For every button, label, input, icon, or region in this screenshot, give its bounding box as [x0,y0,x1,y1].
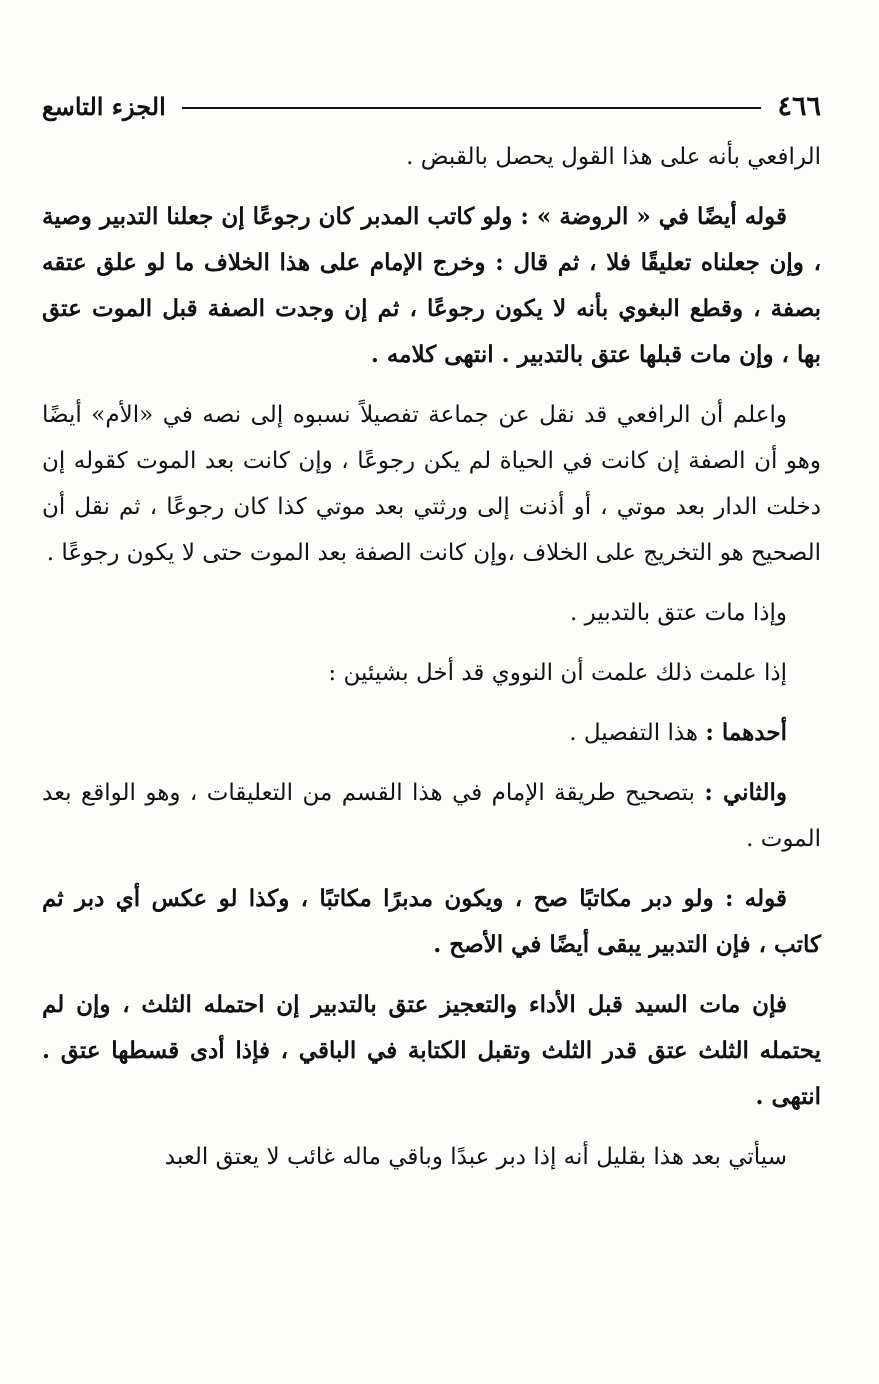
paragraph-9-quote: فإن مات السيد قبل الأداء والتعجيز عتق بالتدبير إن احتمله الثلث ، وإن لم يحتمله الثلث عتق قدر الثلث وتقبل الكتابة في الباقي ، فإذا أدى قسطها عتق . انتهى . [42,991,821,1110]
page-number: ٤٦٦ [777,90,821,122]
paragraph-6-text: هذا التفصيل . [569,720,699,746]
page-header [42,84,821,128]
paragraph-7 [42,770,821,862]
paragraph-4: وإذا مات عتق بالتدبير . [570,600,787,626]
paragraph-3: واعلم أن الرافعي قد نقل عن جماعة تفصيلاً نسبوه إلى نصه في «الأم» أيضًا وهو أن الصفة إن كانت في الحياة لم يكن رجوعًا ، وإن كانت بعد الموت كقوله إن دخلت الدار بعد موتي ، أو أذنت إلى ورثتي بعد موتي كذا كان رجوعًا ، ثم نقل أن الصحيح هو التخريج على الخلاف ،وإن كانت الصفة بعد الموت حتى لا يكون رجوعًا . [42,402,821,566]
header-rule [182,107,762,109]
paragraph-5: إذا علمت ذلك علمت أن النووي قد أخل بشيئين : [328,660,787,686]
paragraph-2-quote: قوله أيضًا في « الروضة » : ولو كاتب المدبر كان رجوعًا إن جعلنا التدبير وصية ، وإن جعلناه تعليقًا فلا ، ثم قال : وخرج الإمام على هذا الخلاف ما لو علق عتقه بصفة ، وقطع البغوي بأنه لا يكون رجوعًا ، ثم إن وجدت الصفة قبل الموت عتق بها ، وإن مات قبلها عتق بالتدبير . انتهى كلامه . [42,203,821,368]
paragraph-7-text: بتصحيح طريقة الإمام في هذا القسم من التعليقات ، وهو الواقع بعد الموت . [42,780,821,852]
paragraph-10: سيأتي بعد هذا بقليل أنه إذا دبر عبدًا وباقي ماله غائب لا يعتق العبد [164,1144,787,1170]
paragraph-1: الرافعي بأنه على هذا القول يحصل بالقبض . [406,144,821,170]
running-title: الجزء التاسع [42,91,166,121]
paragraph-6 [42,710,821,756]
paragraph-8-quote: قوله : ولو دبر مكاتبًا صح ، ويكون مدبرًا مكاتبًا ، وكذا لو عكس أي دبر ثم كاتب ، فإن التدبير يبقى أيضًا في الأصح . [42,885,821,958]
lead-first: أحدهما : [705,719,787,746]
lead-second: والثاني : [704,779,787,806]
